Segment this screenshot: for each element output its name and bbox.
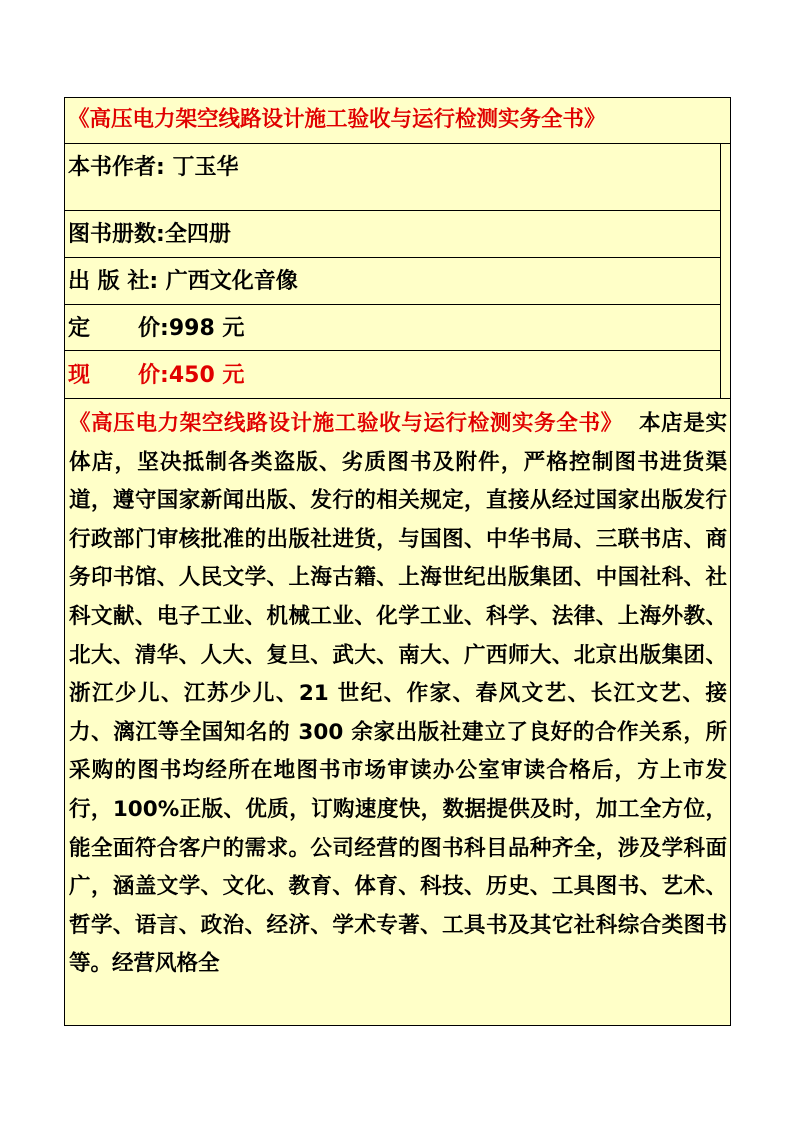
- publisher-row: [65, 258, 721, 305]
- current-price-label-b: 价:: [138, 363, 169, 388]
- list-price-label-a: 定: [68, 316, 91, 341]
- description-body: 本店是实体店，坚决抵制各类盗版、劣质图书及附件，严格控制图书进货渠道，遵守国家新闻出版、发行的相关规定，直接从经过国家出版发行行政部门审核批准的出版社进货，与国图、中华书局、三联书店、商务印书馆、人民文学、上海古籍、上海世纪出版集团、中国社科、社科文献、电子工业、机械工业、化学工业、科学、法律、上海外教、北大、清华、人大、复旦、武大、南大、广西师大、北京出版集团、浙江少儿、江苏少儿、21 世纪、作家、春风文艺、长江文艺、接力、漓江等全国知名的 300 余家出版社建立了良好的合作关系，所采购的图书均经所在地图书市场审读办公室审读合格后，方上市发行，100%正版、优质，订购速度快，数据提供及时，加工全方位，能全面符合客户的需求。公司经营的图书科目品种齐全，涉及学科面广，涵盖文学、文化、教育、体育、科技、历史、工具图书、艺术、哲学、语言、政治、经济、学术专著、工具书及其它社科综合类图书等。经营风格全: [69, 411, 727, 977]
- author-row: [65, 144, 721, 211]
- list-price-value: 998 元: [168, 316, 245, 341]
- list-price-row: [65, 305, 721, 351]
- author-label: 本书作者:: [68, 155, 165, 180]
- current-price-value: 450 元: [168, 363, 245, 388]
- book-title: 《高压电力架空线路设计施工验收与运行检测实务全书》: [65, 98, 730, 144]
- description-book-title: 《高压电力架空线路设计施工验收与运行检测实务全书》: [69, 411, 623, 436]
- book-info-table: [64, 97, 731, 1026]
- volumes-label: 图书册数:: [68, 222, 165, 247]
- description-text: [65, 398, 730, 984]
- list-price-label-b: 价:: [138, 316, 169, 341]
- volumes-value: 全四册: [164, 222, 231, 247]
- volumes-row: [65, 211, 721, 258]
- publisher-label: 出 版 社:: [68, 269, 159, 294]
- author-value: 丁玉华: [172, 155, 239, 180]
- publisher-value: 广西文化音像: [165, 269, 298, 294]
- current-price-row: [65, 351, 721, 398]
- current-price-label-a: 现: [68, 363, 91, 388]
